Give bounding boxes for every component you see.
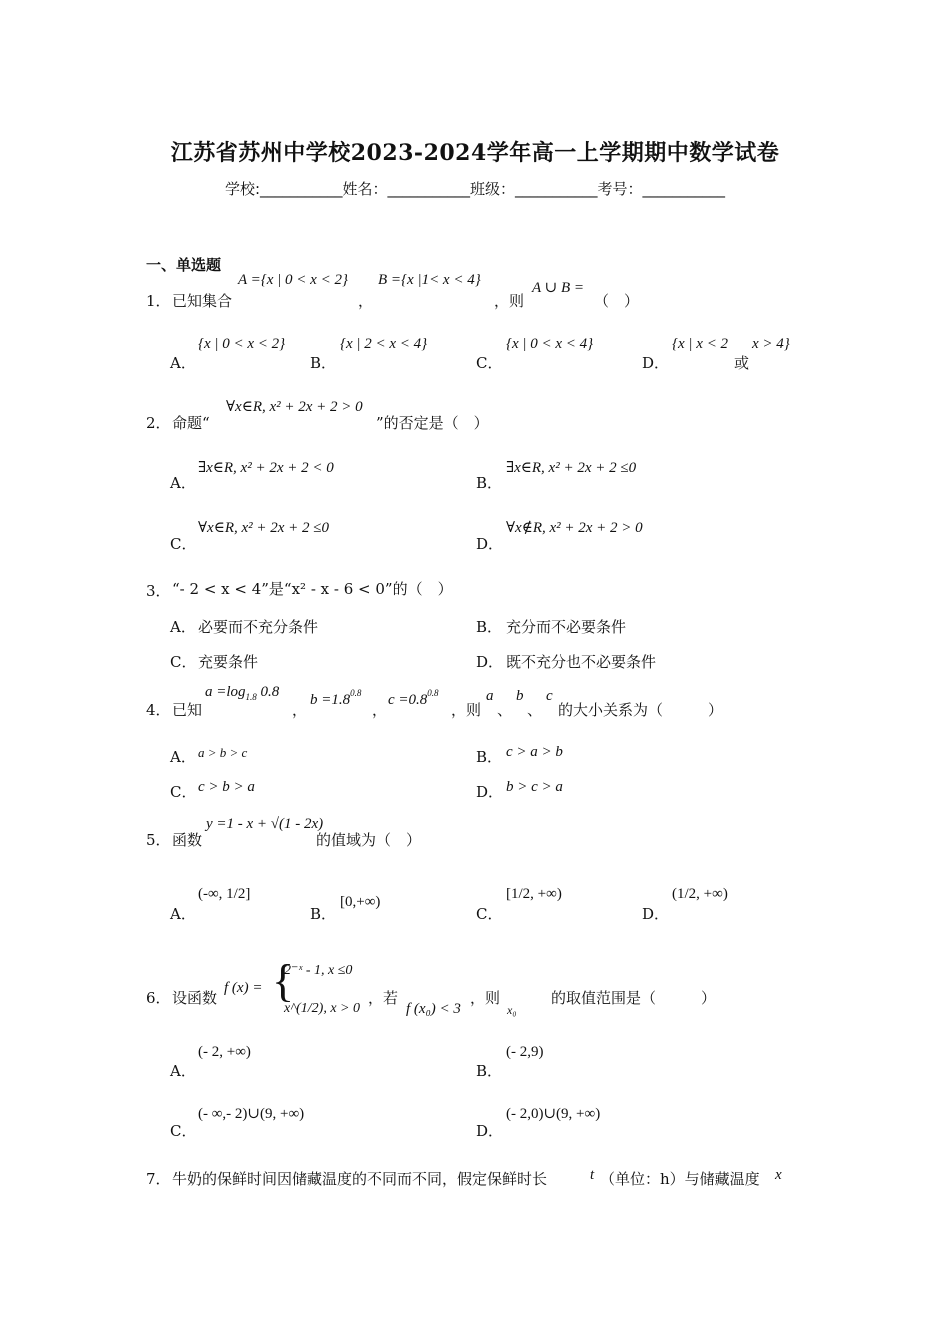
option-letter-b: B． bbox=[476, 748, 503, 766]
option-letter-a: A． bbox=[170, 748, 196, 766]
option-letter-c: C． bbox=[170, 1122, 197, 1140]
option-letter-d: D． bbox=[476, 535, 504, 553]
option-letter-a: A． bbox=[170, 1062, 196, 1080]
option-d-text: (- 2,0)∪(9, +∞) bbox=[506, 1106, 601, 1122]
question-number: 6． bbox=[146, 989, 171, 1007]
option-d-or: 或 bbox=[734, 354, 750, 372]
option-letter-b: B． bbox=[476, 474, 503, 492]
stem-separator: ，则 bbox=[494, 292, 525, 310]
option-a-text: a > b > c bbox=[198, 745, 248, 760]
variable-b: b bbox=[516, 688, 524, 704]
question-stem-tail: 的大小关系为（ ） bbox=[558, 701, 724, 719]
option-letter-b: B． bbox=[310, 905, 337, 923]
expression-b: $b =1.8^{0.8}$ bbox=[310, 688, 362, 708]
question-number: 2． bbox=[146, 414, 171, 432]
exam-title: 江苏省苏州中学校2023-2024学年高一上学期期中数学试卷 bbox=[170, 140, 780, 166]
question-stem: “- 2 < x < 4”是“x² - x - 6 < 0”的（ ） bbox=[172, 580, 453, 598]
question-stem: 函数 bbox=[172, 831, 203, 849]
stem-separator: 、 bbox=[527, 701, 543, 719]
option-b-text: (- 2,9) bbox=[506, 1044, 544, 1060]
option-b-text: {x | 2 < x < 4} bbox=[340, 336, 428, 352]
option-letter-d: D． bbox=[476, 1122, 504, 1140]
option-c-text: {x | 0 < x < 4} bbox=[506, 336, 594, 352]
option-letter-c: C． bbox=[170, 535, 197, 553]
proposition-expression: ∀x∈R, x² + 2x + 2 > 0 bbox=[226, 399, 363, 415]
question-stem: 已知集合 bbox=[172, 292, 233, 310]
option-letter-d: D． bbox=[476, 783, 504, 801]
piecewise-case-2: x^(1/2), x > 0 bbox=[284, 1001, 360, 1016]
question-number: 1． bbox=[146, 292, 171, 310]
option-a-text: 必要而不充分条件 bbox=[198, 618, 319, 636]
option-c-text: (- ∞,- 2)∪(9, +∞) bbox=[198, 1106, 305, 1122]
question-number: 5． bbox=[146, 831, 171, 849]
option-letter-d: D． bbox=[476, 653, 504, 671]
question-number: 3． bbox=[146, 582, 171, 600]
option-a-text: (-∞, 1/2] bbox=[198, 886, 251, 902]
option-b-text: [0,+∞) bbox=[340, 894, 381, 910]
question-stem: ，若 bbox=[368, 989, 399, 1007]
option-letter-b: B． bbox=[476, 618, 503, 636]
question-stem: ，则 bbox=[470, 989, 501, 1007]
stem-separator: ， bbox=[358, 292, 374, 310]
option-d-text: {x | x < 2 bbox=[672, 336, 729, 352]
set-a-expression: A ={x | 0 < x < 2} bbox=[238, 272, 348, 288]
stem-separator: 、 bbox=[497, 701, 513, 719]
question-stem: 已知 bbox=[172, 701, 203, 719]
question-stem-tail: 的值域为（ ） bbox=[316, 831, 422, 849]
option-letter-b: B． bbox=[476, 1062, 503, 1080]
option-letter-c: C． bbox=[170, 783, 197, 801]
option-letter-c: C． bbox=[476, 354, 503, 372]
piecewise-brace-icon: { bbox=[272, 955, 295, 1006]
option-d-text: b > c > a bbox=[506, 779, 563, 795]
answer-paren: （ ） bbox=[594, 292, 640, 310]
question-stem: 设函数 bbox=[172, 989, 218, 1007]
option-c-text: c > b > a bbox=[198, 779, 255, 795]
function-expression: y =1 - x + √(1 - 2x) bbox=[206, 816, 324, 832]
question-stem: （单位：h）与储藏温度 bbox=[600, 1170, 760, 1188]
question-number: 7． bbox=[146, 1170, 171, 1188]
option-b-text: ∃x∈R, x² + 2x + 2 ≤0 bbox=[506, 460, 637, 476]
piecewise-function-name: f (x) = bbox=[224, 980, 263, 996]
option-a-text: (- 2, +∞) bbox=[198, 1044, 251, 1060]
variable-a: a bbox=[486, 688, 494, 704]
option-letter-d: D． bbox=[642, 354, 670, 372]
option-c-text: 充要条件 bbox=[198, 653, 259, 671]
variable-c: c bbox=[546, 688, 553, 704]
option-letter-d: D． bbox=[642, 905, 670, 923]
condition-expression: f (x₀) < 3 bbox=[406, 1001, 461, 1017]
option-letter-c: C． bbox=[170, 653, 197, 671]
piecewise-case-1: 2⁻ˣ - 1, x ≤0 bbox=[284, 963, 353, 978]
option-a-text: ∃x∈R, x² + 2x + 2 < 0 bbox=[198, 460, 334, 476]
option-a-text: {x | 0 < x < 2} bbox=[198, 336, 286, 352]
expression-c: $c =0.8^{0.8}$ bbox=[388, 688, 439, 708]
set-b-expression: B ={x |1< x < 4} bbox=[378, 272, 481, 288]
option-d-text: 既不充分也不必要条件 bbox=[506, 653, 657, 671]
variable-x: x bbox=[775, 1167, 782, 1183]
option-letter-a: A． bbox=[170, 354, 196, 372]
expression-a: $a =\log_{1.8}$ 0.8 bbox=[205, 684, 280, 702]
variable-t: t bbox=[590, 1167, 595, 1183]
option-d-text: ∀x∉R, x² + 2x + 2 > 0 bbox=[506, 520, 643, 536]
question-number: 4． bbox=[146, 701, 171, 719]
question-stem: 命题“ bbox=[172, 414, 210, 432]
union-expression: A ∪ B = bbox=[532, 280, 584, 296]
option-letter-c: C． bbox=[476, 905, 503, 923]
option-b-text: c > a > b bbox=[506, 744, 563, 760]
stem-separator: ， bbox=[292, 701, 308, 719]
option-d-tail: x > 4} bbox=[752, 336, 790, 352]
question-stem-tail: 的取值范围是（ ） bbox=[551, 989, 717, 1007]
stem-separator: ， bbox=[372, 701, 388, 719]
option-c-text: ∀x∈R, x² + 2x + 2 ≤0 bbox=[198, 520, 330, 536]
question-stem: ，则 bbox=[451, 701, 482, 719]
option-c-text: [1/2, +∞) bbox=[506, 886, 562, 902]
option-b-text: 充分而不必要条件 bbox=[506, 618, 627, 636]
option-letter-a: A． bbox=[170, 905, 196, 923]
option-d-text: (1/2, +∞) bbox=[672, 886, 728, 902]
question-stem-tail: ”的否定是（ ） bbox=[376, 414, 489, 432]
section-heading: 一、单选题 bbox=[146, 256, 222, 274]
student-info-line: 学校:___________姓名：___________班级：___________考号：___________ bbox=[224, 180, 726, 198]
option-letter-a: A． bbox=[170, 474, 196, 492]
variable-x0: x₀ bbox=[507, 1003, 517, 1017]
option-letter-a: A． bbox=[170, 618, 196, 636]
question-stem: 牛奶的保鲜时间因储藏温度的不同而不同，假定保鲜时长 bbox=[172, 1170, 548, 1188]
option-letter-b: B． bbox=[310, 354, 337, 372]
